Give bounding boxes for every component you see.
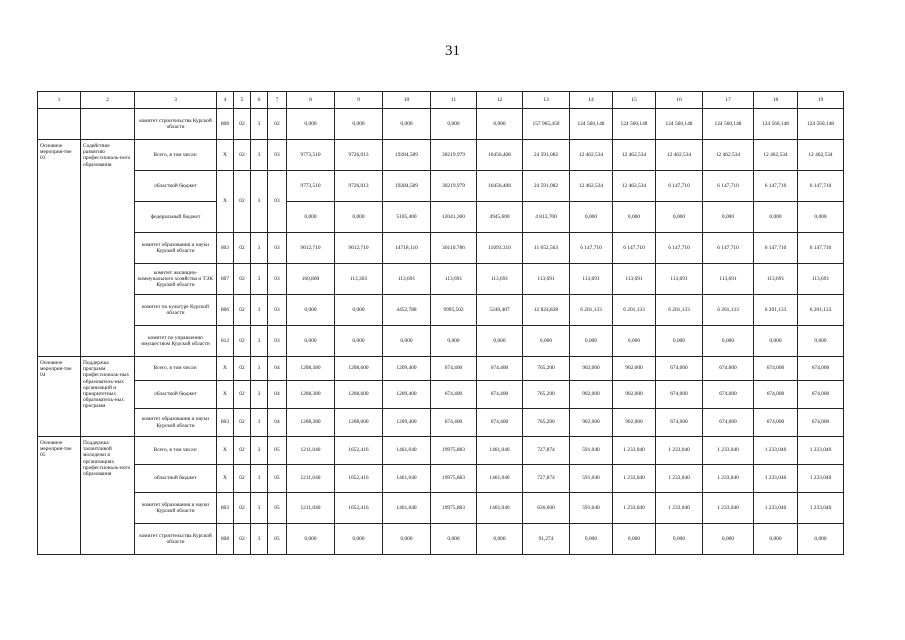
table-row bbox=[38, 202, 844, 233]
value-cell: 9726,013 bbox=[335, 171, 383, 202]
code-section-cell: 02 bbox=[234, 295, 251, 326]
code-subprogram-cell: 3 bbox=[251, 465, 268, 493]
code-event-cell: 03 bbox=[268, 326, 287, 357]
value-cell: 6 201,133 bbox=[656, 295, 703, 326]
value-cell: 19975,883 bbox=[431, 493, 477, 524]
value-cell: 0,000 bbox=[656, 202, 703, 233]
code-subprogram-cell: 3 bbox=[251, 140, 268, 171]
column-header: 11 bbox=[431, 92, 477, 109]
value-cell: 11093,310 bbox=[477, 233, 523, 264]
value-cell: 16456,408 bbox=[477, 140, 523, 171]
value-cell: 765,200 bbox=[523, 409, 570, 437]
value-cell: 0,000 bbox=[523, 326, 570, 357]
column-header: 14 bbox=[570, 92, 613, 109]
value-cell: 9995,502 bbox=[431, 295, 477, 326]
value-cell: 160,800 bbox=[287, 264, 335, 295]
value-cell: 9612,710 bbox=[287, 233, 335, 264]
column-header: 18 bbox=[754, 92, 798, 109]
value-cell: 4945,600 bbox=[477, 202, 523, 233]
code-grbs-cell: Х bbox=[217, 171, 234, 233]
value-cell: 19975,883 bbox=[431, 465, 477, 493]
value-cell: 6 147,710 bbox=[703, 171, 754, 202]
column-header: 17 bbox=[703, 92, 754, 109]
value-cell: 113,303 bbox=[335, 264, 383, 295]
value-cell: 674,000 bbox=[754, 409, 798, 437]
value-cell: 9726,013 bbox=[335, 140, 383, 171]
value-cell: 674,000 bbox=[703, 381, 754, 409]
value-cell: 12 462,534 bbox=[613, 140, 656, 171]
organization-cell: комитет строительства Курской области bbox=[135, 109, 217, 140]
value-cell: 124 560,148 bbox=[703, 109, 754, 140]
value-cell: 113,691 bbox=[798, 264, 844, 295]
value-cell: 0,000 bbox=[287, 524, 335, 555]
table-row bbox=[38, 109, 844, 140]
value-cell: 6 147,710 bbox=[798, 171, 844, 202]
value-cell: 674,000 bbox=[798, 381, 844, 409]
organization-cell: Всего, в том числе: bbox=[135, 140, 217, 171]
value-cell: 1461,040 bbox=[477, 493, 523, 524]
code-section-cell: 02 bbox=[234, 493, 251, 524]
value-cell: 902,000 bbox=[613, 409, 656, 437]
code-subprogram-cell: 3 bbox=[251, 493, 268, 524]
activity-cell: Основное мероприя-тие 04 bbox=[38, 357, 81, 437]
column-header: 5 bbox=[234, 92, 251, 109]
organization-cell: Всего, в том числе: bbox=[135, 437, 217, 465]
value-cell: 9773,510 bbox=[287, 171, 335, 202]
code-subprogram-cell: 3 bbox=[251, 524, 268, 555]
value-cell: 1652,416 bbox=[335, 493, 383, 524]
column-header: 12 bbox=[477, 92, 523, 109]
value-cell: 1 233,040 bbox=[656, 465, 703, 493]
table-row bbox=[38, 264, 844, 295]
value-cell: 5240,407 bbox=[477, 295, 523, 326]
value-cell: 6 147,710 bbox=[703, 233, 754, 264]
value-cell: 674,400 bbox=[431, 357, 477, 381]
organization-cell: областной бюджет bbox=[135, 171, 217, 202]
value-cell: 6 147,710 bbox=[570, 233, 613, 264]
table-row bbox=[38, 465, 844, 493]
value-cell: 19975,883 bbox=[431, 437, 477, 465]
value-cell: 0,000 bbox=[287, 202, 335, 233]
value-cell: 727,874 bbox=[523, 465, 570, 493]
value-cell: 5105,400 bbox=[383, 202, 431, 233]
description-cell: Поддержка талантливой молодежи в организациях профессиональ-ного образования bbox=[81, 437, 135, 555]
value-cell: 674,400 bbox=[477, 409, 523, 437]
code-section-cell: 02 bbox=[234, 357, 251, 381]
column-header: 3 bbox=[135, 92, 217, 109]
code-subprogram-cell: 3 bbox=[251, 171, 268, 233]
code-grbs-cell: Х bbox=[217, 357, 234, 381]
value-cell: 674,400 bbox=[431, 381, 477, 409]
value-cell: 591,040 bbox=[570, 437, 613, 465]
value-cell: 674,400 bbox=[477, 381, 523, 409]
value-cell: 1 233,040 bbox=[798, 493, 844, 524]
value-cell: 24 591,082 bbox=[523, 140, 570, 171]
code-event-cell: 04 bbox=[268, 381, 287, 409]
table-row bbox=[38, 524, 844, 555]
value-cell: 674,000 bbox=[656, 357, 703, 381]
value-cell: 0,000 bbox=[656, 326, 703, 357]
code-section-cell: 02 bbox=[234, 109, 251, 140]
value-cell: 674,000 bbox=[703, 357, 754, 381]
code-section-cell: 02 bbox=[234, 140, 251, 171]
header-row bbox=[38, 92, 844, 109]
value-cell: 124 560,148 bbox=[656, 109, 703, 140]
column-header: 1 bbox=[38, 92, 81, 109]
value-cell: 1208,380 bbox=[287, 381, 335, 409]
column-header: 16 bbox=[656, 92, 703, 109]
value-cell: 157 965,450 bbox=[523, 109, 570, 140]
code-section-cell: 02 bbox=[234, 171, 251, 233]
code-subprogram-cell: 3 bbox=[251, 233, 268, 264]
value-cell: 765,200 bbox=[523, 357, 570, 381]
value-cell: 0,000 bbox=[431, 326, 477, 357]
value-cell: 902,000 bbox=[570, 381, 613, 409]
value-cell: 113,691 bbox=[523, 264, 570, 295]
code-subprogram-cell: 3 bbox=[251, 357, 268, 381]
value-cell: 674,400 bbox=[431, 409, 477, 437]
table-row bbox=[38, 295, 844, 326]
value-cell: 30219,979 bbox=[431, 171, 477, 202]
value-cell: 24 591,082 bbox=[523, 171, 570, 202]
value-cell: 4452,788 bbox=[383, 295, 431, 326]
table-row bbox=[38, 493, 844, 524]
value-cell: 0,000 bbox=[335, 202, 383, 233]
value-cell: 0,000 bbox=[335, 326, 383, 357]
code-section-cell: 02 bbox=[234, 409, 251, 437]
page-number: 31 bbox=[445, 43, 460, 59]
value-cell: 902,000 bbox=[570, 409, 613, 437]
code-event-cell: 04 bbox=[268, 357, 287, 381]
code-section-cell: 02 bbox=[234, 233, 251, 264]
value-cell: 113,691 bbox=[703, 264, 754, 295]
value-cell: 1 233,040 bbox=[703, 437, 754, 465]
code-grbs-cell: 803 bbox=[217, 409, 234, 437]
value-cell: 1209,400 bbox=[383, 409, 431, 437]
value-cell: 11 652,563 bbox=[523, 233, 570, 264]
value-cell: 591,040 bbox=[570, 465, 613, 493]
value-cell: 30110,786 bbox=[431, 233, 477, 264]
value-cell: 6 201,133 bbox=[798, 295, 844, 326]
value-cell: 14718,110 bbox=[383, 233, 431, 264]
value-cell: 0,000 bbox=[570, 326, 613, 357]
value-cell: 1652,416 bbox=[335, 465, 383, 493]
value-cell: 12 462,534 bbox=[613, 171, 656, 202]
column-header: 13 bbox=[523, 92, 570, 109]
value-cell: 6 201,133 bbox=[570, 295, 613, 326]
code-event-cell: 05 bbox=[268, 493, 287, 524]
value-cell: 91,274 bbox=[523, 524, 570, 555]
value-cell: 12 462,534 bbox=[703, 140, 754, 171]
code-grbs-cell: Х bbox=[217, 381, 234, 409]
value-cell: 1208,380 bbox=[287, 409, 335, 437]
value-cell: 0,000 bbox=[656, 524, 703, 555]
code-subprogram-cell: 3 bbox=[251, 264, 268, 295]
value-cell: 12041,300 bbox=[431, 202, 477, 233]
value-cell: 113,691 bbox=[656, 264, 703, 295]
code-section-cell: 02 bbox=[234, 264, 251, 295]
value-cell: 12 462,534 bbox=[754, 140, 798, 171]
value-cell: 0,000 bbox=[754, 524, 798, 555]
value-cell: 6 201,133 bbox=[754, 295, 798, 326]
column-header: 8 bbox=[287, 92, 335, 109]
value-cell: 6 147,710 bbox=[754, 171, 798, 202]
value-cell: 636,600 bbox=[523, 493, 570, 524]
value-cell: 0,000 bbox=[703, 202, 754, 233]
value-cell: 0,000 bbox=[798, 202, 844, 233]
value-cell: 1211,040 bbox=[287, 465, 335, 493]
code-grbs-cell: Х bbox=[217, 465, 234, 493]
value-cell: 9612,710 bbox=[335, 233, 383, 264]
value-cell: 19284,589 bbox=[383, 140, 431, 171]
value-cell: 0,000 bbox=[383, 524, 431, 555]
code-event-cell: 04 bbox=[268, 409, 287, 437]
code-event-cell: 03 bbox=[268, 264, 287, 295]
value-cell: 0,000 bbox=[613, 326, 656, 357]
column-header: 4 bbox=[217, 92, 234, 109]
value-cell: 30219,979 bbox=[431, 140, 477, 171]
value-cell: 6 201,133 bbox=[613, 295, 656, 326]
activity-cell: Основное мероприя-тие 05 bbox=[38, 437, 81, 555]
table-row bbox=[38, 409, 844, 437]
value-cell: 674,000 bbox=[656, 381, 703, 409]
organization-cell: комитет жилищно-коммунального хозяйства и ТЭК Курской области bbox=[135, 264, 217, 295]
code-subprogram-cell: 3 bbox=[251, 381, 268, 409]
value-cell: 1461,040 bbox=[383, 493, 431, 524]
value-cell: 6 147,710 bbox=[656, 233, 703, 264]
table-row bbox=[38, 233, 844, 264]
value-cell: 4 813,700 bbox=[523, 202, 570, 233]
budget-table bbox=[37, 91, 844, 555]
code-event-cell: 05 bbox=[268, 465, 287, 493]
value-cell: 765,200 bbox=[523, 381, 570, 409]
value-cell: 113,691 bbox=[383, 264, 431, 295]
column-header: 15 bbox=[613, 92, 656, 109]
value-cell: 124 560,148 bbox=[798, 109, 844, 140]
value-cell: 6 147,710 bbox=[798, 233, 844, 264]
value-cell: 1 233,040 bbox=[656, 437, 703, 465]
value-cell: 0,000 bbox=[570, 202, 613, 233]
column-header: 2 bbox=[81, 92, 135, 109]
value-cell: 12 824,828 bbox=[523, 295, 570, 326]
value-cell: 0,000 bbox=[798, 326, 844, 357]
value-cell: 1 233,040 bbox=[798, 465, 844, 493]
value-cell: 12 462,534 bbox=[570, 140, 613, 171]
value-cell: 1 233,040 bbox=[754, 493, 798, 524]
value-cell: 12 462,534 bbox=[570, 171, 613, 202]
value-cell: 16456,408 bbox=[477, 171, 523, 202]
value-cell: 0,000 bbox=[570, 524, 613, 555]
column-header: 19 bbox=[798, 92, 844, 109]
value-cell: 1 233,040 bbox=[754, 465, 798, 493]
value-cell: 902,000 bbox=[613, 357, 656, 381]
value-cell: 0,000 bbox=[798, 524, 844, 555]
organization-cell: комитет по управлению имуществом Курской области bbox=[135, 326, 217, 357]
organization-cell: Всего, в том числе: bbox=[135, 357, 217, 381]
value-cell: 6 147,710 bbox=[754, 233, 798, 264]
value-cell: 1 233,040 bbox=[613, 437, 656, 465]
code-event-cell: 02 bbox=[268, 109, 287, 140]
code-grbs-cell: 808 bbox=[217, 524, 234, 555]
value-cell: 0,000 bbox=[703, 524, 754, 555]
table-row bbox=[38, 140, 844, 171]
description-cell: Содействие развитию профессиональ-ного образования bbox=[81, 140, 135, 357]
value-cell: 113,691 bbox=[613, 264, 656, 295]
organization-cell: комитет строительства Курской области bbox=[135, 524, 217, 555]
value-cell: 1209,400 bbox=[383, 381, 431, 409]
code-section-cell: 02 bbox=[234, 465, 251, 493]
value-cell: 674,000 bbox=[798, 409, 844, 437]
value-cell: 674,000 bbox=[656, 409, 703, 437]
code-event-cell: 05 bbox=[268, 437, 287, 465]
description-cell bbox=[81, 109, 135, 140]
code-grbs-cell: 812 bbox=[217, 326, 234, 357]
value-cell: 591,040 bbox=[570, 493, 613, 524]
organization-cell: комитет образования и науки Курской области bbox=[135, 409, 217, 437]
value-cell: 1 233,040 bbox=[703, 493, 754, 524]
value-cell: 0,000 bbox=[431, 524, 477, 555]
organization-cell: комитет образования и науки Курской области bbox=[135, 233, 217, 264]
code-grbs-cell: Х bbox=[217, 437, 234, 465]
code-section-cell: 02 bbox=[234, 437, 251, 465]
value-cell: 674,000 bbox=[703, 409, 754, 437]
value-cell: 12 462,534 bbox=[656, 140, 703, 171]
organization-cell: федеральный бюджет bbox=[135, 202, 217, 233]
value-cell: 0,000 bbox=[477, 326, 523, 357]
value-cell: 113,691 bbox=[570, 264, 613, 295]
value-cell: 0,000 bbox=[287, 295, 335, 326]
value-cell: 1 233,040 bbox=[754, 437, 798, 465]
value-cell: 0,000 bbox=[287, 109, 335, 140]
code-section-cell: 02 bbox=[234, 326, 251, 357]
table-row bbox=[38, 171, 844, 202]
value-cell: 1208,600 bbox=[335, 357, 383, 381]
organization-cell: комитет по культуре Курской области bbox=[135, 295, 217, 326]
code-grbs-cell: 806 bbox=[217, 295, 234, 326]
value-cell: 1208,600 bbox=[335, 381, 383, 409]
value-cell: 1208,380 bbox=[287, 357, 335, 381]
organization-cell: областной бюджет bbox=[135, 381, 217, 409]
table-row bbox=[38, 357, 844, 381]
value-cell: 1461,040 bbox=[477, 437, 523, 465]
value-cell: 0,000 bbox=[383, 109, 431, 140]
value-cell: 1 233,040 bbox=[613, 465, 656, 493]
value-cell: 113,691 bbox=[477, 264, 523, 295]
value-cell: 1209,400 bbox=[383, 357, 431, 381]
value-cell: 113,691 bbox=[754, 264, 798, 295]
code-subprogram-cell: 3 bbox=[251, 326, 268, 357]
value-cell: 674,000 bbox=[754, 357, 798, 381]
value-cell: 6 147,710 bbox=[656, 171, 703, 202]
value-cell: 0,000 bbox=[613, 202, 656, 233]
value-cell: 0,000 bbox=[703, 326, 754, 357]
code-grbs-cell: 807 bbox=[217, 264, 234, 295]
value-cell: 1461,040 bbox=[477, 465, 523, 493]
value-cell: 674,000 bbox=[754, 381, 798, 409]
value-cell: 0,000 bbox=[754, 326, 798, 357]
value-cell: 0,000 bbox=[477, 109, 523, 140]
value-cell: 9773,510 bbox=[287, 140, 335, 171]
column-header: 10 bbox=[383, 92, 431, 109]
value-cell: 1461,040 bbox=[383, 465, 431, 493]
table-row bbox=[38, 437, 844, 465]
code-section-cell: 02 bbox=[234, 381, 251, 409]
value-cell: 674,400 bbox=[477, 357, 523, 381]
value-cell: 1 233,040 bbox=[613, 493, 656, 524]
code-subprogram-cell: 3 bbox=[251, 437, 268, 465]
value-cell: 124 560,148 bbox=[754, 109, 798, 140]
code-grbs-cell: 803 bbox=[217, 493, 234, 524]
description-cell: Поддержка программ профессиональ-ных образователь-ных организаций и приоритетных образователь-ных программ bbox=[81, 357, 135, 437]
code-grbs-cell: Х bbox=[217, 140, 234, 171]
value-cell: 1 233,040 bbox=[703, 465, 754, 493]
organization-cell: областной бюджет bbox=[135, 465, 217, 493]
value-cell: 1461,040 bbox=[383, 437, 431, 465]
value-cell: 19284,589 bbox=[383, 171, 431, 202]
value-cell: 0,000 bbox=[754, 202, 798, 233]
column-header: 7 bbox=[268, 92, 287, 109]
value-cell: 0,000 bbox=[477, 524, 523, 555]
table-row bbox=[38, 326, 844, 357]
column-header: 6 bbox=[251, 92, 268, 109]
code-grbs-cell: 803 bbox=[217, 233, 234, 264]
value-cell: 0,000 bbox=[335, 109, 383, 140]
activity-cell: Основное мероприя-тие 03 bbox=[38, 140, 81, 357]
value-cell: 0,000 bbox=[613, 524, 656, 555]
value-cell: 124 560,148 bbox=[613, 109, 656, 140]
code-grbs-cell: 808 bbox=[217, 109, 234, 140]
code-event-cell: 05 bbox=[268, 524, 287, 555]
value-cell: 0,000 bbox=[431, 109, 477, 140]
activity-cell bbox=[38, 109, 81, 140]
value-cell: 1 233,040 bbox=[656, 493, 703, 524]
value-cell: 0,000 bbox=[383, 326, 431, 357]
code-subprogram-cell: 3 bbox=[251, 409, 268, 437]
value-cell: 1211,040 bbox=[287, 437, 335, 465]
organization-cell: комитет образования и науки Курской области bbox=[135, 493, 217, 524]
column-header: 9 bbox=[335, 92, 383, 109]
value-cell: 6 147,710 bbox=[613, 233, 656, 264]
code-event-cell: 03 bbox=[268, 140, 287, 171]
value-cell: 1652,416 bbox=[335, 437, 383, 465]
value-cell: 1208,600 bbox=[335, 409, 383, 437]
value-cell: 1 233,040 bbox=[798, 437, 844, 465]
code-event-cell: 03 bbox=[268, 171, 287, 233]
value-cell: 124 560,148 bbox=[570, 109, 613, 140]
value-cell: 1211,040 bbox=[287, 493, 335, 524]
value-cell: 0,000 bbox=[335, 295, 383, 326]
value-cell: 902,000 bbox=[613, 381, 656, 409]
code-event-cell: 03 bbox=[268, 295, 287, 326]
value-cell: 902,000 bbox=[570, 357, 613, 381]
value-cell: 6 201,133 bbox=[703, 295, 754, 326]
value-cell: 12 462,534 bbox=[798, 140, 844, 171]
table-row bbox=[38, 381, 844, 409]
code-subprogram-cell: 3 bbox=[251, 295, 268, 326]
value-cell: 727,874 bbox=[523, 437, 570, 465]
code-event-cell: 03 bbox=[268, 233, 287, 264]
value-cell: 0,000 bbox=[335, 524, 383, 555]
value-cell: 674,000 bbox=[798, 357, 844, 381]
code-section-cell: 02 bbox=[234, 524, 251, 555]
value-cell: 113,691 bbox=[431, 264, 477, 295]
value-cell: 0,000 bbox=[287, 326, 335, 357]
code-subprogram-cell: 3 bbox=[251, 109, 268, 140]
